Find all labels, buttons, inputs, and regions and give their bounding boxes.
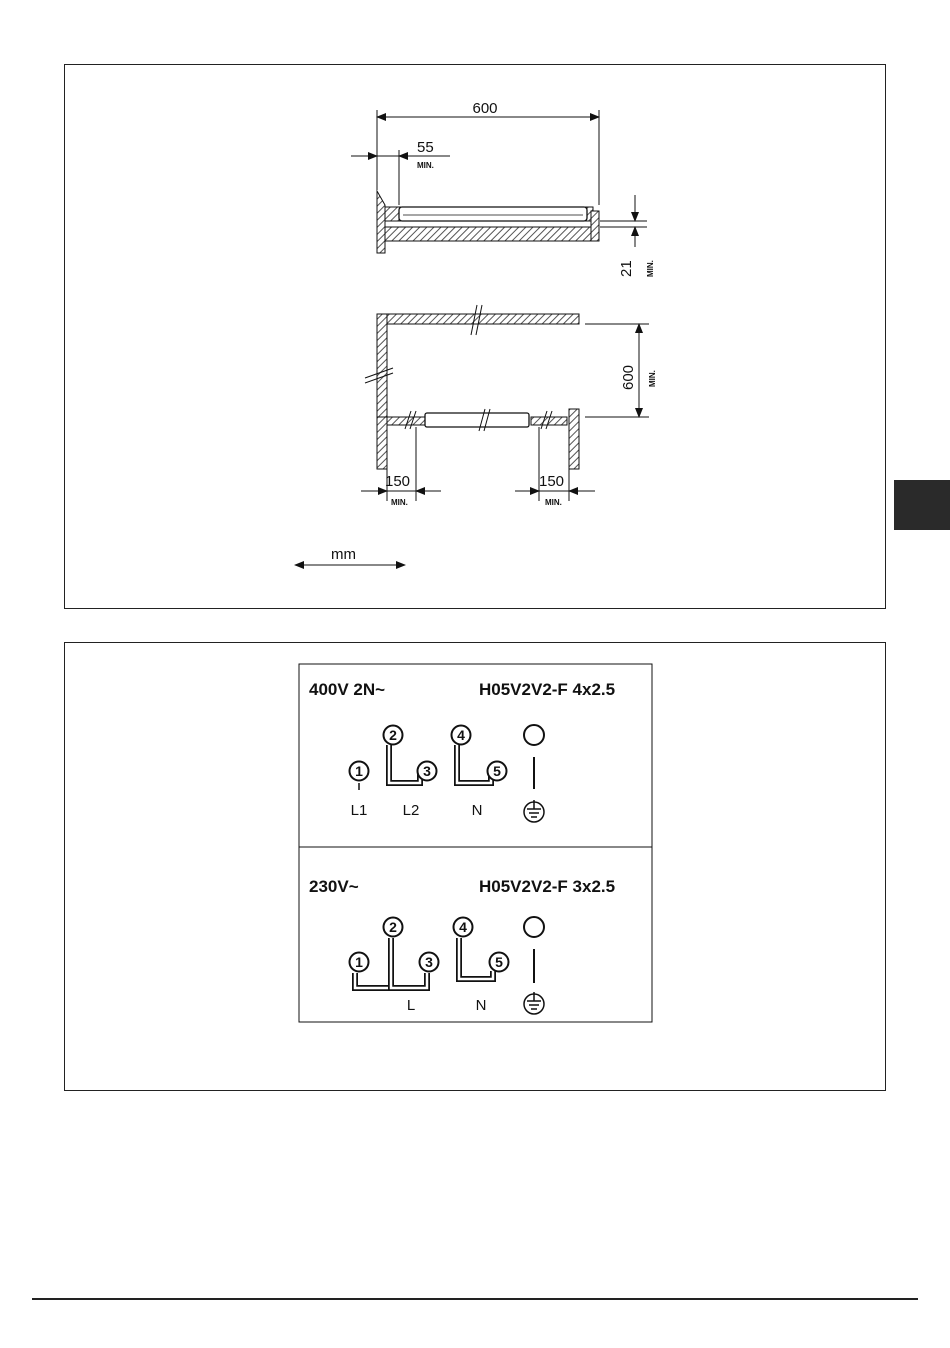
label-l1: L1: [350, 802, 368, 819]
thickness-dimension-label: 21: [618, 260, 635, 277]
section-tab-marker: [894, 480, 950, 530]
svg-text:5: 5: [495, 954, 503, 970]
hob-body: [425, 413, 529, 427]
installation-panel: [64, 64, 886, 609]
label-l2: L2: [402, 802, 420, 819]
svg-text:2: 2: [389, 919, 397, 935]
hob-glass: [399, 207, 587, 221]
svg-text:2: 2: [389, 727, 397, 743]
svg-text:4: 4: [457, 727, 465, 743]
svg-text:1: 1: [355, 763, 363, 779]
cable-400-label: H05V2V2-F 4x2.5: [479, 680, 616, 699]
left-side-dimension-label: 150: [385, 473, 411, 490]
installation-diagram: [65, 65, 887, 610]
footer-rule: [32, 1298, 918, 1300]
clearance-dimension-label: 600: [620, 364, 637, 390]
svg-text:5: 5: [493, 763, 501, 779]
ground-terminal-icon: [524, 725, 544, 745]
left-side-dimension-min: MIN.: [391, 498, 408, 507]
voltage-400-label: 400V 2N~: [309, 680, 386, 699]
ground-terminal-icon: [524, 917, 544, 937]
unit-indicator: [295, 546, 405, 565]
right-side-dimension-min: MIN.: [545, 498, 562, 507]
svg-text:3: 3: [423, 763, 431, 779]
label-n-400: N: [471, 802, 483, 819]
clearance-dimension-min: MIN.: [648, 370, 657, 387]
cabinet-clearance-view: [361, 305, 657, 507]
width-dimension-label: 600: [472, 100, 498, 117]
unit-label: mm: [331, 546, 356, 563]
label-l: L: [406, 997, 416, 1014]
cable-230-label: H05V2V2-F 3x2.5: [479, 877, 616, 896]
edge-dimension-label: 55: [417, 139, 434, 156]
right-side-dimension-label: 150: [539, 473, 565, 490]
svg-text:1: 1: [355, 954, 363, 970]
edge-dimension-min: MIN.: [417, 161, 434, 170]
svg-text:3: 3: [425, 954, 433, 970]
worktop-section-view: [351, 100, 655, 277]
wiring-diagram: [65, 643, 887, 1092]
label-n-230: N: [475, 997, 487, 1014]
thickness-dimension-min: MIN.: [646, 260, 655, 277]
wiring-panel: [64, 642, 886, 1091]
svg-text:4: 4: [459, 919, 467, 935]
voltage-230-label: 230V~: [309, 877, 359, 896]
